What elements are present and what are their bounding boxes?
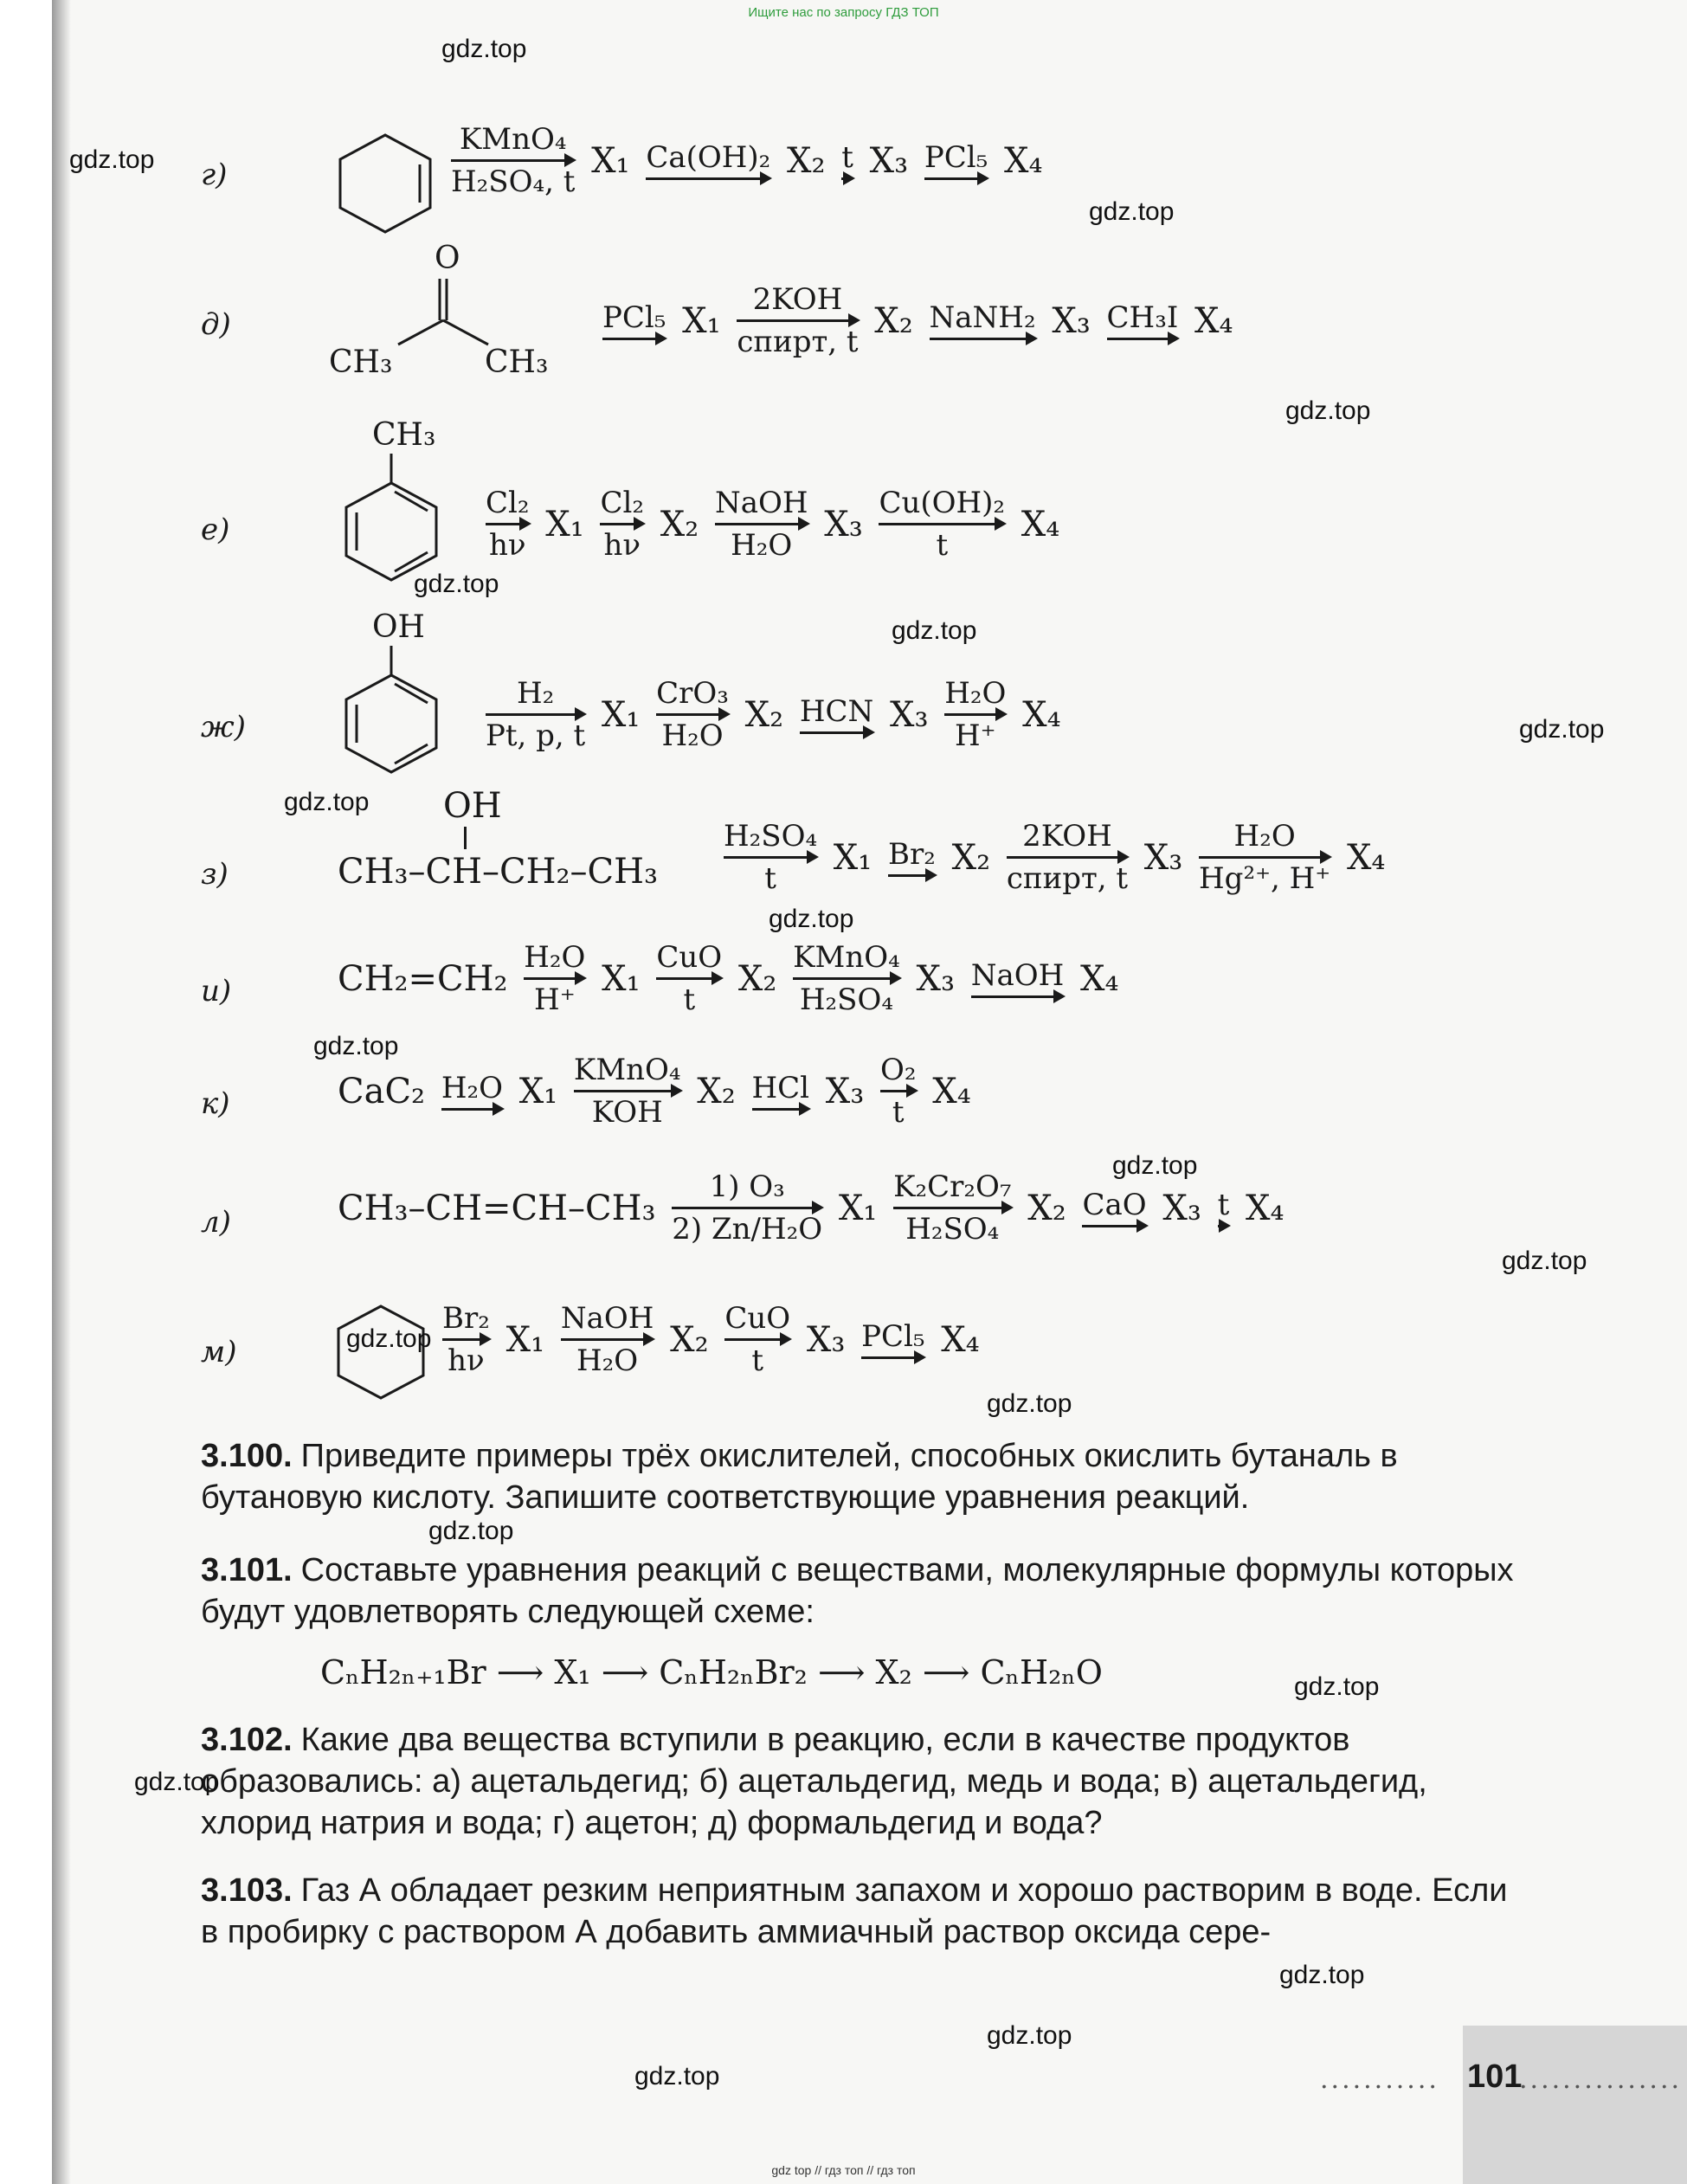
product: X₃	[1162, 1188, 1201, 1228]
product: X₄	[1194, 300, 1233, 341]
product: X₃	[1052, 300, 1091, 341]
watermark: gdz.top	[987, 1389, 1072, 1418]
product: X₁	[602, 958, 641, 999]
product: X₂	[951, 837, 991, 878]
reaction-arrow: $\frac{\text{O₂}}{t}$	[880, 1053, 917, 1130]
watermark: gdz.top	[634, 2062, 720, 2091]
product: X₁	[682, 300, 721, 341]
reaction-arrow: $\frac{\text{Cl₂}}{h\nu}$	[600, 486, 645, 563]
product: X₄	[1003, 140, 1043, 181]
watermark: gdz.top	[284, 788, 370, 816]
product: X₄	[1079, 958, 1119, 999]
reaction-arrow: CrO₃ H₂O	[656, 676, 729, 753]
scheme-g	[446, 121, 1043, 200]
product: X₃	[916, 958, 955, 999]
start-compound: CaC₂	[338, 1071, 426, 1111]
start-compound: CH₃–CH=CH–CH₃	[338, 1188, 656, 1228]
reaction-arrow: PCl₅	[924, 139, 988, 182]
reaction-arrow: $\frac{\text{1) O₃}}{\text{2) Zn/H₂O}}$	[672, 1169, 823, 1247]
product: X₄	[1346, 837, 1386, 878]
product: X₂	[874, 300, 913, 341]
reaction-arrow: PCl₅	[602, 300, 666, 342]
task-text: Газ А обладает резким неприятным запахом и хорошо растворим в воде. Если в пробирку с раствором А добавить аммиачный раствор оксида сере-	[201, 1872, 1508, 1950]
product: X₁	[545, 504, 584, 544]
watermark: gdz.top	[1112, 1151, 1198, 1180]
svg-text:CH₃: CH₃	[329, 345, 393, 380]
reaction-arrow: $\frac{\text{Cu(OH)₂}}{t}$	[879, 486, 1006, 563]
reaction-arrow: NaOH H₂O	[714, 486, 808, 563]
product: X₂	[670, 1319, 709, 1360]
page-number: 101	[1467, 2058, 1523, 2095]
product: X₂	[744, 694, 784, 735]
reaction-arrow: HCN	[800, 693, 873, 736]
bleed-through-text	[1324, 104, 1671, 156]
cyclohexene-structure	[333, 132, 437, 235]
product: X₄	[1245, 1188, 1285, 1228]
phenol-structure	[329, 606, 467, 788]
product: X₄	[1021, 504, 1060, 544]
watermark: gdz.top	[769, 905, 854, 933]
product: X₃	[825, 1071, 865, 1111]
reaction-arrow: 2KOH спирт, t	[1006, 819, 1129, 896]
scheme-d	[597, 281, 1233, 360]
footer-dots-right: ...............	[1519, 2065, 1683, 2095]
watermark: gdz.top	[414, 570, 499, 598]
watermark: gdz.top	[1519, 715, 1605, 744]
scheme-d-label: д)	[201, 307, 231, 342]
task-text: Какие два вещества вступили в реакцию, если в качестве продуктов образовались: а) ацетальдегид; б) ацетальдегид, медь и вода; в) ацетальдегид, хлорид натрия и вода; г) ацетон; д) формальдегид и вода?	[201, 1722, 1427, 1841]
reaction-arrow: t	[1218, 1187, 1230, 1229]
product: X₄	[1022, 694, 1061, 735]
reaction-arrow: $\frac{\text{H₂O}}{\text{Hg²⁺, H⁺}}$	[1199, 819, 1331, 896]
reaction-arrow: CaO	[1082, 1187, 1146, 1229]
product: X₃	[1143, 837, 1183, 878]
svg-text:OH: OH	[372, 609, 425, 645]
reaction-arrow: $\frac{\text{H₂}}{Pt, p, t}$	[486, 676, 586, 753]
butanol-formula: CH₃–CH–CH₂–CH₃	[338, 852, 659, 892]
reaction-arrow: $\frac{\text{H₂O}}{H^+}$	[944, 676, 1007, 753]
product: X₃	[824, 504, 863, 544]
watermark: gdz.top	[313, 1032, 399, 1060]
task-number: 3.101.	[201, 1552, 293, 1588]
product: X₃	[806, 1319, 846, 1360]
reaction-arrow: $\frac{\text{Br₂}}{h\nu}$	[442, 1301, 490, 1378]
task-number: 3.102.	[201, 1722, 293, 1758]
task-text: Приведите примеры трёх окислителей, способных окислить бутаналь в бутановую кислоту. Запишите соответствующие уравнения реакций.	[201, 1438, 1398, 1516]
product: X₂	[787, 140, 826, 181]
oh-bond	[464, 827, 467, 849]
product: X₂	[737, 958, 777, 999]
svg-text:CH₃: CH₃	[485, 345, 549, 380]
scheme-l-label: л)	[201, 1205, 231, 1240]
scheme-z	[718, 818, 1385, 897]
product: X₁	[601, 694, 641, 735]
task-number: 3.103.	[201, 1872, 293, 1909]
page-edge-shadow	[52, 0, 71, 2184]
reaction-arrow: Ca(OH)₂	[646, 139, 770, 182]
task-3-102	[201, 1719, 1525, 1844]
reaction-arrow: $\frac{\text{K₂Cr₂O₇}}{\text{H₂SO₄}}$	[893, 1169, 1012, 1247]
watermark: gdz.top	[441, 35, 527, 63]
butanol-oh-group: OH	[443, 786, 502, 826]
watermark: gdz.top	[987, 2021, 1072, 2050]
top-note: Ищите нас по запросу ГДЗ ТОП	[748, 5, 939, 20]
watermark: gdz.top	[428, 1517, 514, 1545]
watermark: gdz.top	[69, 145, 155, 174]
watermark: gdz.top	[1089, 197, 1175, 226]
task-text: Составьте уравнения реакций с веществами, молекулярные формулы которых будут удовлетворять следующей схеме:	[201, 1552, 1514, 1630]
reaction-arrow: Br₂	[888, 836, 936, 879]
watermark: gdz.top	[892, 616, 977, 645]
product: X₄	[932, 1071, 971, 1111]
task-3-100	[201, 1435, 1525, 1518]
product: X₂	[697, 1071, 736, 1111]
product: X₄	[941, 1319, 980, 1360]
start-compound: CH₂=CH₂	[338, 958, 508, 999]
scheme-i-label: и)	[201, 974, 232, 1008]
product: X₂	[1027, 1188, 1066, 1228]
watermark: gdz.top	[1294, 1672, 1380, 1701]
reaction-arrow: $\frac{\text{H₂O}}{H^+}$	[524, 940, 586, 1017]
reaction-arrow: KMnO₄ KOH	[573, 1053, 681, 1130]
svg-text:O: O	[435, 241, 460, 276]
product: X₃	[869, 140, 909, 181]
reaction-arrow: KMnO₄ H₂SO₄	[793, 940, 900, 1017]
reaction-arrow: t	[841, 139, 853, 182]
watermark: gdz.top	[346, 1324, 432, 1353]
task-3-101-formula: CₙH₂ₙ₊₁Br ⟶ X₁ ⟶ CₙH₂ₙBr₂ ⟶ X₂ ⟶ CₙH₂ₙO	[320, 1653, 1103, 1691]
product: X₁	[833, 837, 872, 878]
task-3-101	[201, 1549, 1525, 1633]
reaction-arrow: CH₃I	[1107, 300, 1179, 342]
scheme-z-label: з)	[201, 857, 229, 892]
watermark: gdz.top	[134, 1768, 220, 1796]
reaction-arrow: PCl₅	[861, 1318, 924, 1361]
reaction-arrow: H₂O	[441, 1070, 503, 1112]
watermark: gdz.top	[1502, 1247, 1587, 1275]
product: X₁	[838, 1188, 878, 1228]
watermark: gdz.top	[1285, 396, 1371, 425]
toluene-structure	[329, 414, 467, 596]
product: X₁	[505, 1319, 545, 1360]
product: X₂	[660, 504, 699, 544]
reaction-arrow: CuO t	[656, 940, 723, 1017]
bottom-note: gdz top // гдз топ // гдз топ	[771, 2163, 916, 2177]
reaction-arrow: $\frac{\text{Cl₂}}{h\nu}$	[486, 486, 530, 563]
product: X₁	[518, 1071, 558, 1111]
reaction-arrow: 2KOH спирт, t	[737, 282, 859, 359]
product: X₁	[591, 140, 630, 181]
scheme-i	[338, 939, 1119, 1018]
scheme-zh-label: ж)	[201, 710, 246, 744]
scheme-m	[437, 1300, 980, 1379]
task-3-103	[201, 1870, 1525, 1953]
svg-text:CH₃: CH₃	[372, 417, 436, 453]
page-number-tab	[1463, 2026, 1687, 2184]
reaction-arrow: KMnO₄ H₂SO₄, t	[451, 122, 576, 199]
scheme-zh	[480, 675, 1061, 754]
watermark: gdz.top	[1279, 1961, 1365, 1989]
scheme-k	[338, 1052, 971, 1131]
reaction-arrow: CuO t	[724, 1301, 791, 1378]
product: X₃	[890, 694, 929, 735]
acetone-structure	[329, 234, 589, 381]
scheme-e	[480, 485, 1059, 564]
scheme-g-label: г)	[201, 158, 228, 192]
reaction-arrow: NaOH H₂O	[560, 1301, 654, 1378]
scheme-k-label: к)	[201, 1086, 230, 1121]
reaction-arrow: HCl	[752, 1070, 810, 1112]
scheme-e-label: е)	[201, 512, 230, 547]
task-number: 3.100.	[201, 1438, 293, 1474]
reaction-arrow: $\frac{\text{H₂SO₄}}{t}$	[724, 819, 818, 896]
footer-dots-left: ...........	[1320, 2065, 1439, 2095]
reaction-arrow: NaNH₂	[930, 300, 1036, 342]
scheme-m-label: м)	[201, 1335, 237, 1369]
reaction-arrow: NaOH	[971, 957, 1065, 1000]
